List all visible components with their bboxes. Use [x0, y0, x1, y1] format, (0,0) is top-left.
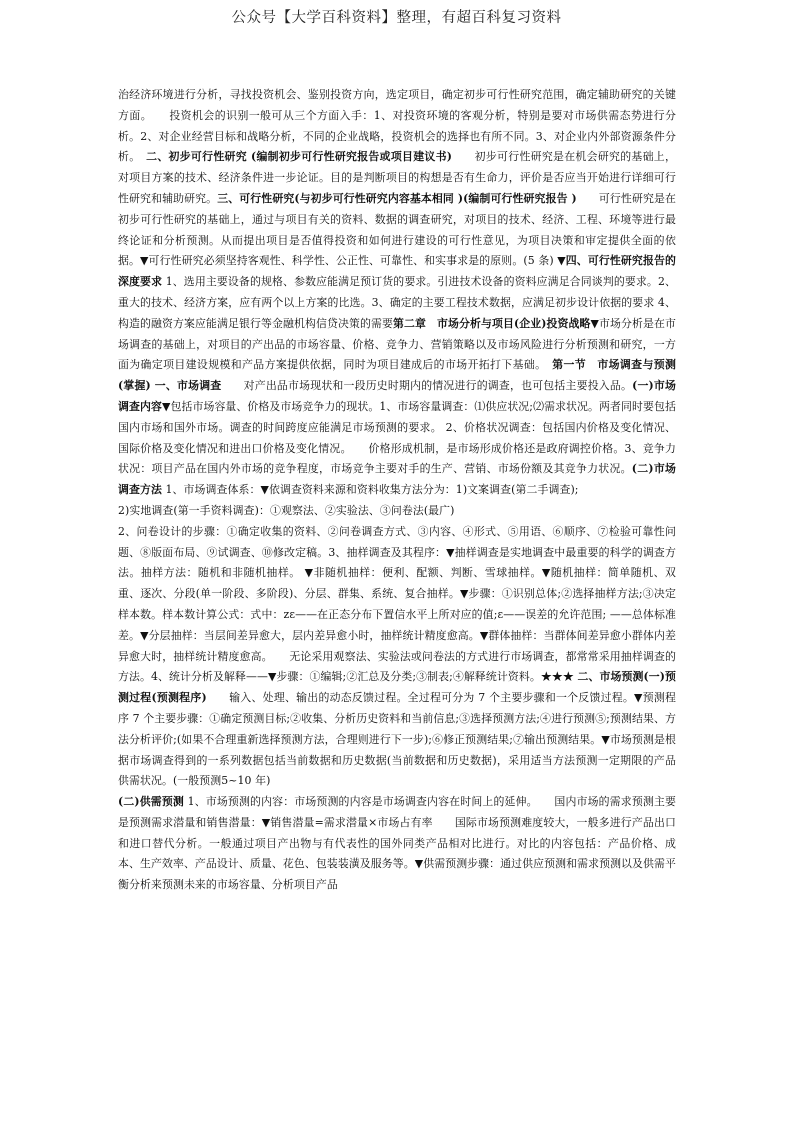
text-run: 1、选用主要设备的规格、参数应能满足预订货的要求。引进技术设备的资料应满足合同谈判的要求。2、重大的技术、经济方案，应有两个以上方案的比选。3、确定的主要工程技术数据，应满足初步设计依据的要求 4、构造的融资方案应能满足银行等金融机构信贷决策的需要: [118, 275, 676, 330]
text-run: 可行性研究是在初步可行性研究的基础上，通过与项目有关的资料、数据的调查研究，对项目的技术、经济、工程、环境等进行最终论证和分析预测。从而提出项目是否值得投资和如何进行建设的可行性意见，为项目决策和审定提供全面的依据。▼可行性研究必须坚持客观性、科学性、公正性、可靠性、和实事求是的原则。(5 条): [118, 191, 676, 268]
section-heading: (二)市场调查方法: [118, 462, 676, 497]
section-heading: ▼四、可行性研究报告的深度要求: [118, 254, 676, 289]
paragraph: [118, 85, 676, 501]
section-heading: (一)市场调查内容: [118, 379, 677, 413]
page-header: 公众号【大学百科资料】整理，有超百科复习资料: [231, 10, 562, 26]
section-heading: 三、可行性研究(与初步可行性研究内容基本相同 )(编制可行性研究报告 ): [217, 191, 577, 205]
paragraph: [118, 522, 676, 792]
text-run: 1、市场调查体系：▼依调查资料来源和资料收集方法分为：1)文案调查(第二手调查);: [161, 483, 579, 497]
document-body: [118, 85, 676, 896]
text-run: 对产出品市场现状和一段历史时期内的情况进行的调查，也可包括主要投入品。: [221, 379, 633, 393]
section-heading: 第一节 市场调查与预测(掌握) 一、市场调查: [118, 358, 676, 393]
text-run: ▼市场分析是在市场调查的基础上，对项目的产出品的市场容量、价格、竞争力、营销策略以及市场风险进行分析预测和研究，一方面为确定项目建设规模和产品方案提供依据，同时为项目建成后的市场开拓打下基础。: [118, 316, 676, 372]
text-run: 2、问卷设计的步骤：①确定收集的资料、②问卷调查方式、③内容、④形式、⑤用语、⑥顺序、⑦检验可靠性问题、⑧版面布局、⑨试调查、⑩修改定稿。3、抽样调查及其程序：▼抽样调查是实地调查中最重要的科学的调查方法。抽样方法：随机和非随机抽样。 ▼非随机抽样：便利、配额、判断、雪球抽样。▼随机抽样：简单随机、双重、逐次、分段(单一阶段、多阶段)、分层、群集、系统、复合抽样。▼步骤：①识别总体;②选择抽样方法;③决定样本数。样本数计算公式：式中：zε——在正态分布下置信水平上所对应的值;ε——误差的允许范围; ——总体标准差。▼分层抽样：当层间差异愈大，层内差异愈小时，抽样统计精度愈高。▼群体抽样：当群体间差异愈小群体内差异愈大时，抽样统计精度愈高。 无论采用观察法、实验法或问卷法的方式进行市场调查，都常常采用抽样调查的方法。4、统计分析及解释——▼步骤：①编辑;②汇总及分类;③制表;④解释统计资料。★★★: [118, 524, 676, 684]
section-heading: 第二章 市场分析与项目(企业)投资战略: [392, 316, 591, 330]
text-run: 2)实地调查(第一手资料调查)：①观察法、②实验法、③问卷法(最广): [118, 503, 455, 517]
section-heading: 二、市场预测(一)预测过程(预测程序): [118, 670, 676, 705]
section-heading: 二、初步可行性研究 (编制初步可行性研究报告或项目建议书): [146, 150, 453, 164]
text-run: 治经济环境进行分析，寻找投资机会、鉴别投资方向，选定项目，确定初步可行性研究范围，确定辅助研究的关键方面。 投资机会的识别一般可从三个方面入手：1、对投资环境的客观分析，特别是要对市场供需态势进行分析。2、对企业经营目标和战略分析，不同的企业战略，投资机会的选择也有所不同。3、对企业内外部资源条件分析。: [118, 88, 676, 164]
paragraph: [118, 501, 676, 522]
paragraph: [118, 792, 676, 896]
text-run: 1、市场预测的内容：市场预测的内容是市场调查内容在时间上的延伸。 国内市场的需求预测主要是预测需求潜量和销售潜量：▼销售潜量=需求潜量×市场占有率 国际市场预测难度较大，一般多进行产品出口和进口替代分析。一般通过项目产出物与有代表性的国外同类产品相对比进行。对比的内容包括：产品价格、成本、生产效率、产品设计、质量、花色、包装装潢及服务等。▼供需预测步骤：通过供应预测和需求预测以及供需平衡分析来预测未来的市场容量、分析项目产品: [118, 795, 677, 892]
section-heading: (二)供需预测: [118, 795, 184, 809]
text-run: ▼包括市场容量、价格及市场竞争力的现状。1、市场容量调查：⑴供应状况;⑵需求状况。两者同时要包括国内市场和国外市场。调查的时间跨度应能满足市场预测的要求。 2、价格状况调查：包括国内价格及变化情况、国际价格及变化情况和进出口价格及变化情况。 价格形成机制，是市场形成价格还是政府调控价格。3、竞争力状况：项目产品在国内外市场的竞争程度，市场竞争主要对手的生产、营销、市场份额及其竞争力状况。: [118, 399, 676, 476]
text-run: 输入、处理、输出的动态反馈过程。全过程可分为 7 个主要步骤和一个反馈过程。▼预测程序 7 个主要步骤：①确定预测目标;②收集、分析历史资料和当前信息;③选择预测方法;④进行预测⑤;预测结果、方法分析评价;(如果不合理重新选择预测方法，合理则进行下一步);⑥修正预测结果;⑦输出预测结果。▼市场预测是根据市场调查得到的一系列数据包括当前数据和历史数据(当前数据和历史数据)，采用适当方法预测一定期限的产品供需状况。(一般预测5~10 年): [118, 691, 676, 788]
text-run: 初步可行性研究是在机会研究的基础上，对项目方案的技术、经济条件进一步论证。目的是判断项目的构想是否有生命力，评价是否应当开始进行详细可行性研究和辅助研究。: [118, 150, 676, 205]
